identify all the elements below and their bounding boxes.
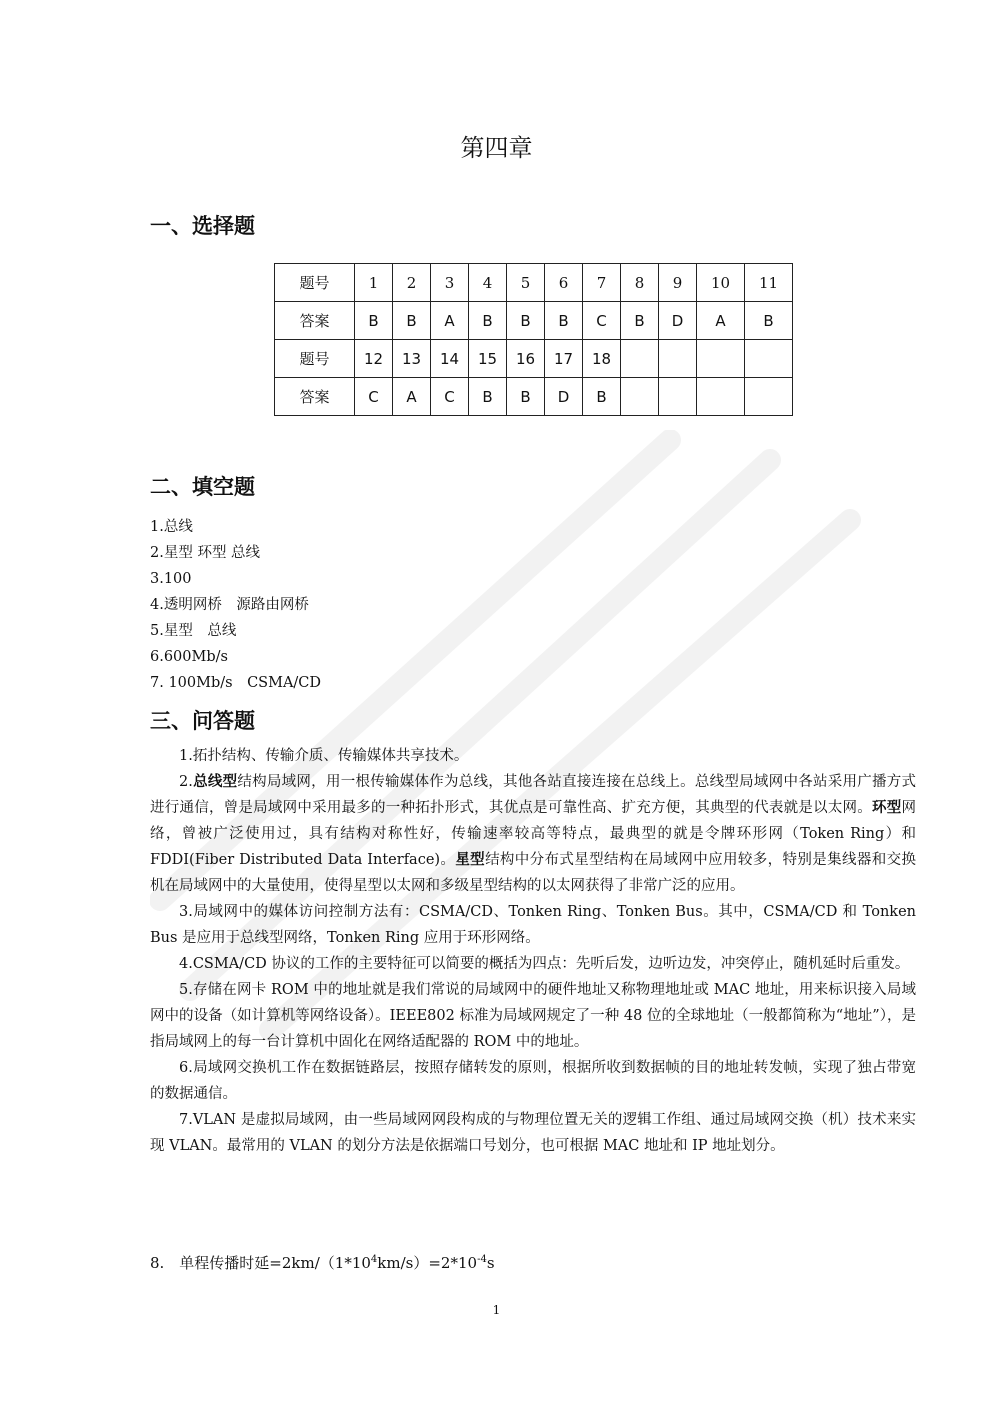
list-item: 3.100 [150, 571, 192, 587]
table-cell: A [431, 302, 469, 340]
table-cell: B [469, 378, 507, 416]
qa-answers [150, 743, 916, 1159]
qa-answer-1: 1.拓扑结构、传输介质、传输媒体共享技术。 [179, 748, 469, 764]
qa-answer-7: 7.VLAN 是虚拟局域网，由一些局域网网段构成的与物理位置无关的逻辑工作组、通过局域网交换（机）技术来实现 VLAN。最常用的 VLAN 的划分方法是依据端口号划分，也可根据 MAC 地址和 IP 地址划分。 [150, 1112, 916, 1154]
table-cell [621, 378, 659, 416]
table-cell: D [659, 302, 697, 340]
table-cell: 3 [431, 264, 469, 302]
term-ring: 环型 [872, 800, 902, 816]
exponent: 4 [370, 1254, 378, 1265]
table-cell: B [545, 302, 583, 340]
table-cell: B [355, 302, 393, 340]
answer-table [274, 263, 793, 416]
table-cell: 答案 [275, 302, 355, 340]
table-cell: B [393, 302, 431, 340]
qa-answer-2-part3: 结构中分布式星型结构在局域网中应用较多，特别是集线器和交换机在局域网中的大量使用，使得星型以太网和多级星型结构的以太网获得了非常广泛的应用。 [150, 852, 916, 894]
list-item: 5.星型 总线 [150, 623, 237, 639]
table-cell: B [621, 302, 659, 340]
qa-answer-8-part2: km/s）=2*10 [377, 1254, 478, 1272]
table-cell: 答案 [275, 378, 355, 416]
qa-answer-6: 6.局域网交换机工作在数据链路层，按照存储转发的原则，根据所收到数据帧的目的地址转发帧，实现了独占带宽的数据通信。 [150, 1060, 916, 1102]
table-cell: A [697, 302, 745, 340]
table-cell: 1 [355, 264, 393, 302]
table-cell: D [545, 378, 583, 416]
table-cell [659, 378, 697, 416]
table-cell [745, 378, 793, 416]
section-heading-choice: 一、选择题 [150, 214, 255, 238]
table-cell: 18 [583, 340, 621, 378]
list-item: 6.600Mb/s [150, 649, 228, 665]
table-cell: 9 [659, 264, 697, 302]
term-bus: 总线型 [192, 774, 238, 790]
table-cell [659, 340, 697, 378]
term-star: 星型 [455, 852, 486, 868]
table-cell: B [745, 302, 793, 340]
qa-answer-5: 5.存储在网卡 ROM 中的地址就是我们常说的局域网中的硬件地址又称物理地址或 MAC 地址，用来标识接入局域网中的设备（如计算机等网络设备）。IEEE802 标准为局域网规定了一种 48 位的全球地址（一般都简称为“地址”），是指局域网上的每一台计算机中固化在网络适配器的 ROM 中的地址。 [150, 982, 916, 1050]
table-cell: B [507, 302, 545, 340]
table-cell: 7 [583, 264, 621, 302]
table-cell: 10 [697, 264, 745, 302]
table-cell: C [583, 302, 621, 340]
table-row [275, 264, 793, 302]
table-cell: 5 [507, 264, 545, 302]
table-cell: 15 [469, 340, 507, 378]
qa-answer-2-part1: 结构局域网，用一根传输媒体作为总线，其他各站直接连接在总线上。总线型局域网中各站采用广播方式进行通信，曾是局域网中采用最多的一种拓扑形式，其优点是可靠性高、扩充方便，其典型的代表就是以太网。 [150, 774, 917, 816]
table-cell: 17 [545, 340, 583, 378]
table-cell: 16 [507, 340, 545, 378]
page-title: 第四章 [460, 134, 533, 162]
table-cell: 题号 [275, 264, 355, 302]
table-cell: 题号 [275, 340, 355, 378]
table-row [275, 302, 793, 340]
table-cell [745, 340, 793, 378]
table-cell [621, 340, 659, 378]
table-cell: 2 [393, 264, 431, 302]
table-cell [697, 340, 745, 378]
table-cell: A [393, 378, 431, 416]
list-item: 1.总线 [150, 519, 193, 535]
qa-answer-8 [150, 1252, 495, 1273]
list-item: 2.星型 环型 总线 [150, 545, 261, 561]
table-row [275, 378, 793, 416]
qa-answer-2-prefix: 2. [179, 774, 193, 790]
list-item: 4.透明网桥 源路由网桥 [150, 597, 309, 613]
table-cell: B [507, 378, 545, 416]
qa-answer-2 [150, 769, 916, 899]
qa-answer-4: 4.CSMA/CD 协议的工作的主要特征可以简要的概括为四点：先听后发，边听边发，冲突停止，随机延时后重发。 [179, 956, 910, 972]
qa-answer-8-part3: s [486, 1254, 495, 1272]
table-cell: C [431, 378, 469, 416]
qa-answer-3: 3.局域网中的媒体访问控制方法有：CSMA/CD、Tonken Ring、Tonken Bus。其中，CSMA/CD 和 Tonken Bus 是应用于总线型网络，Tonken Ring 应用于环形网络。 [150, 904, 916, 946]
table-cell: 13 [393, 340, 431, 378]
list-item: 7. 100Mb/s CSMA/CD [150, 675, 322, 691]
table-cell: C [355, 378, 393, 416]
table-cell [697, 378, 745, 416]
fill-answer-list [150, 514, 321, 696]
table-cell: 14 [431, 340, 469, 378]
table-cell: B [583, 378, 621, 416]
qa-answer-2-part2: 网络，曾被广泛使用过，具有结构对称性好，传输速率较高等特点，最典型的就是令牌环形网（Token Ring）和 FDDI(Fiber Distributed Data Interface)。 [150, 800, 917, 868]
table-cell: 12 [355, 340, 393, 378]
section-heading-qa: 三、问答题 [150, 709, 255, 733]
table-cell: 8 [621, 264, 659, 302]
table-cell: 11 [745, 264, 793, 302]
table-cell: 4 [469, 264, 507, 302]
table-row [275, 340, 793, 378]
table-cell: 6 [545, 264, 583, 302]
section-heading-fill: 二、填空题 [150, 475, 255, 499]
qa-answer-8-part1: 8. 单程传播时延=2km/（1*10 [150, 1254, 371, 1272]
table-cell: B [469, 302, 507, 340]
page-number: 1 [492, 1303, 501, 1317]
exponent: -4 [477, 1254, 487, 1265]
